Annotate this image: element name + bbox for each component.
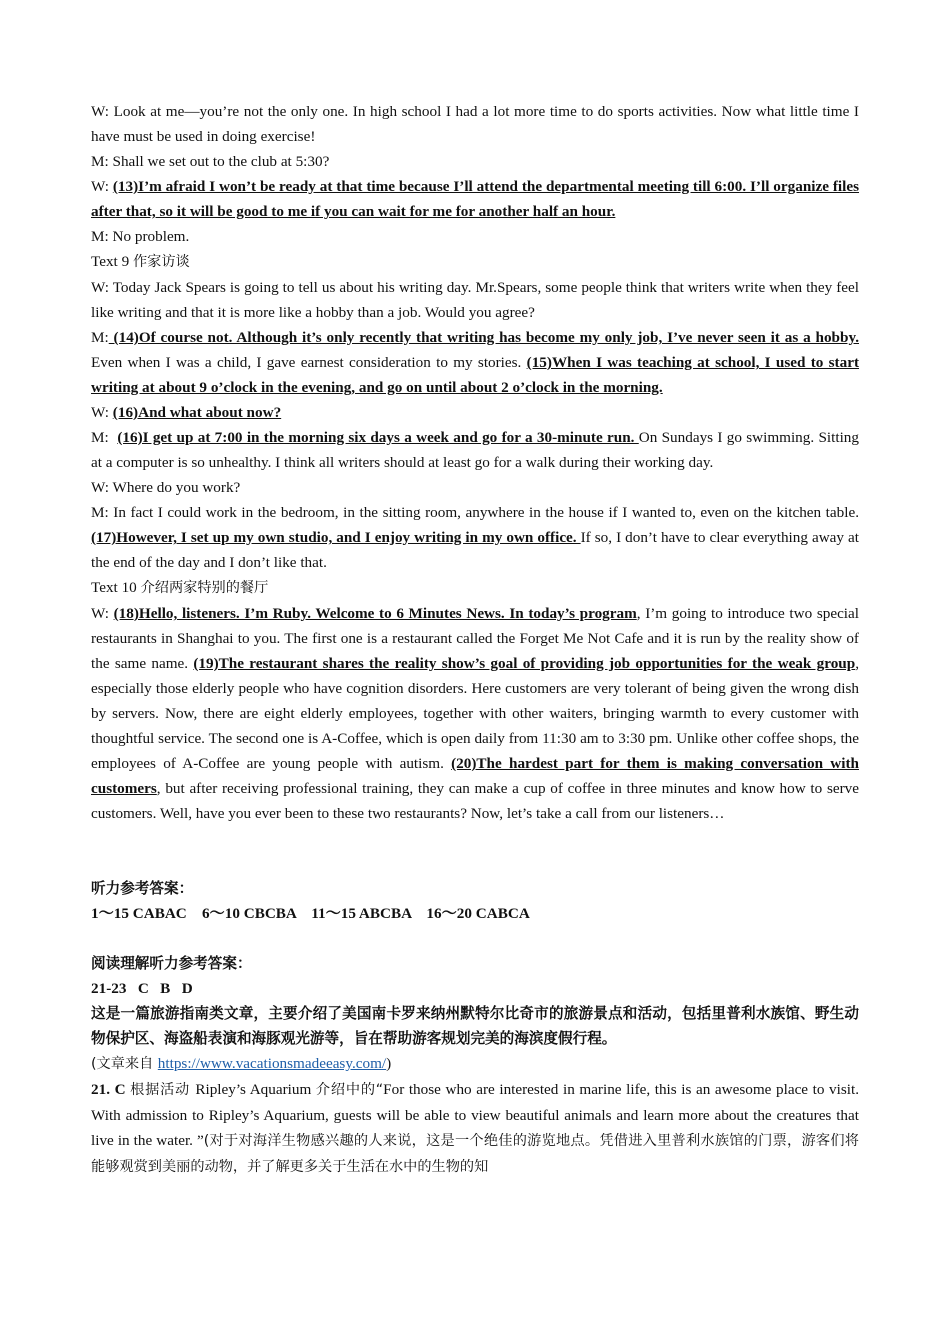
answer-highlight-14: (14)Of course not. Although it’s only recently that writing has become my only job, I’ve never seen it as a hobby. bbox=[108, 329, 859, 346]
passage-summary: 这是一篇旅游指南类文章，主要介绍了美国南卡罗来纳州默特尔比奇市的旅游景点和活动，包括里普利水族馆、野生动物保护区、海盗船表演和海豚观光游等，旨在帮助游客规划完美的海滨度假行程。 bbox=[91, 1005, 859, 1047]
reading-answer-keys: 21-23 C B D bbox=[91, 980, 193, 997]
dialogue-line: M: Shall we set out to the club at 5:30? bbox=[91, 153, 330, 170]
listening-answer-keys: 1～15 CABAC 6～10 CBCBA 11～15 ABCBA 16～20 CABCA bbox=[91, 905, 530, 922]
reading-answers-heading: 阅读理解听力参考答案： bbox=[91, 955, 252, 972]
dialogue-line: W: Where do you work? bbox=[91, 479, 241, 496]
dialogue-line: M: In fact I could work in the bedroom, in the sitting room, anywhere in the house if I wanted to, even on the kitchen table. (17)However, I set up my own studio, and I enjoy writing in my own office. If so, I don’t have to clear everything away at the end of the day and I don’t like that. bbox=[91, 504, 859, 571]
dialogue-line bbox=[91, 174, 859, 224]
speaker: W: bbox=[91, 605, 114, 622]
dialogue-line bbox=[91, 400, 859, 425]
speaker: W: bbox=[91, 404, 113, 421]
document-page bbox=[91, 99, 859, 1180]
speaker: W: bbox=[91, 178, 113, 195]
dialogue-line: M: (16)I get up at 7:00 in the morning six days a week and go for a 30-minute run. On Sundays I go swimming. Sitting at a computer is so unhealthy. I think all writers should at least go for a walk during their working day. bbox=[91, 429, 859, 471]
dialogue-line: W: Today Jack Spears is going to tell us about his writing day. Mr.Spears, some people think that writers write when they feel like writing and that it is more like a hobby than a job. Would you agree? bbox=[91, 279, 859, 321]
answer-highlight-15: (15)When I was teaching at school, I used to start writing at about 9 o’clock in the evening, and go on until about 2 o’clock in the morning. bbox=[91, 354, 860, 396]
dialogue-line: W: (18)Hello, listeners. I’m Ruby. Welcome to 6 Minutes News. In today’s program, I’m going to introduce two special restaurants in Shanghai to you. The first one is a restaurant called the Forget Me Not Cafe and it is run by the reality show of the same name. (19)The restaurant shares the reality show’s goal of providing job opportunities for the weak group, especially those elderly people who have cognition disorders. Here customers are very tolerant of being given the wrong dish by servers. Now, there are eight elderly employees, together with other waiters, bringing warmth to every customer with thoughtful service. The second one is A-Coffee, which is open daily from 11:30 am to 3:30 pm. Unlike other coffee shops, the employees of A-Coffee are young people with autism. (20)The hardest part for them is making conversation with customers, but after receiving professional training, they can make a cup of coffee in three minutes and know how to serve customers. Well, have you ever been to these two restaurants? Now, let’s take a call from our listeners… bbox=[91, 605, 860, 822]
answer-highlight-13: (13)I’m afraid I won’t be ready at that time because I’ll attend the departmental meeting till 6:00. I’ll organize files after that, so it will be good to me if you can wait for me for another half an hour. bbox=[91, 178, 859, 220]
section-heading-text10: Text 10 介绍两家特别的餐厅 bbox=[91, 579, 269, 596]
source-line: (文章来自 https://www.vacationsmadeeasy.com/) bbox=[91, 1055, 392, 1072]
question-label: 21. C bbox=[91, 1081, 131, 1098]
answer-highlight-16: (16)I get up at 7:00 in the morning six days a week and go for a 30-minute run. bbox=[117, 429, 639, 446]
answer-highlight-20: (20)The hardest part for them is making conversation with customers bbox=[91, 755, 859, 797]
question-21-explanation: 21. C 根据活动 Ripley’s Aquarium 介绍中的“For those who are interested in marine life, this is an awesome place to visit. With admission to Ripley’s Aquarium, guests will be able to view beautiful animals and learn more about the creatures that live in the water. ”(对于对海洋生物感兴趣的人来说，这是一个绝佳的游览地点。凭借进入里普利水族馆的门票，游客们将能够观赏到美丽的动物，并了解更多关于生活在水中的生物的知 bbox=[91, 1081, 859, 1175]
answer-highlight-18: (18)Hello, listeners. I’m Ruby. Welcome to 6 Minutes News. In today’s program bbox=[113, 605, 637, 622]
dialogue-line: M: No problem. bbox=[91, 228, 190, 245]
source-link[interactable]: https://www.vacationsmadeeasy.com/ bbox=[157, 1055, 387, 1072]
speaker: M: bbox=[91, 429, 118, 446]
speaker: M: bbox=[91, 329, 109, 346]
answer-highlight-17: (17)However, I set up my own studio, and I enjoy writing in my own office. bbox=[91, 529, 581, 546]
answer-highlight-19: (19)The restaurant shares the reality show’s goal of providing job opportunities for the weak group bbox=[193, 655, 856, 672]
dialogue-line: W: Look at me—you’re not the only one. In high school I had a lot more time to do sports activities. Now what little time I have must be used in doing exercise! bbox=[91, 103, 859, 145]
dialogue-line: M: (14)Of course not. Although it’s only recently that writing has become my only job, I’ve never seen it as a hobby. Even when I was a child, I gave earnest consideration to my stories. (15)When I was teaching at school, I used to start writing at about 9 o’clock in the evening, and go on until about 2 o’clock in the morning. bbox=[91, 329, 860, 396]
answer-highlight-16q: (16)And what about now? bbox=[112, 404, 282, 421]
section-heading-text9: Text 9 作家访谈 bbox=[91, 253, 190, 270]
listening-answers-heading: 听力参考答案： bbox=[91, 880, 194, 897]
